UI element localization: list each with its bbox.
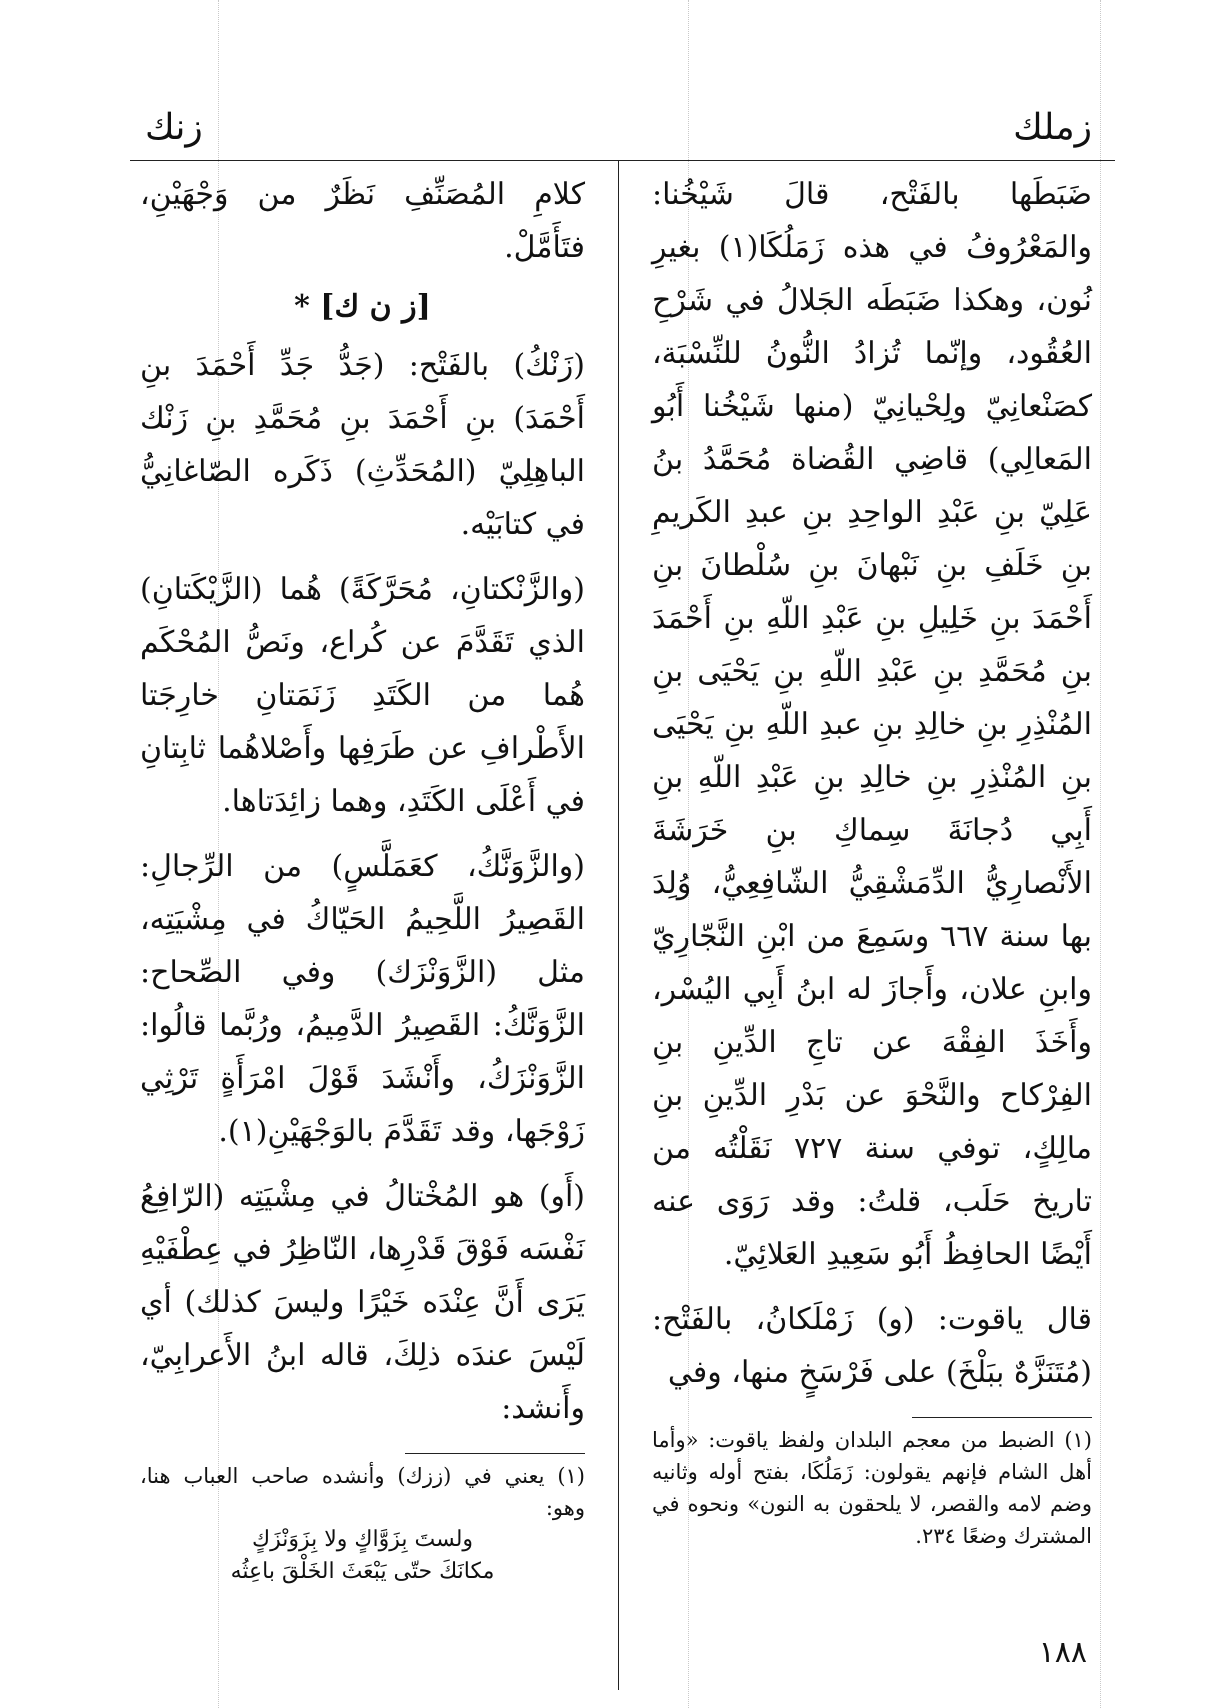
page-number: ١٨٨	[1038, 1635, 1087, 1670]
body-paragraph: قال ياقوت: (و) زَمْلَكانُ، بالفَتْح: (مُتَنَزَّهٌ ببَلْخَ) على فَرْسَخٍ منها، وفي	[652, 1302, 1092, 1390]
scan-dotted-line	[1100, 0, 1101, 1708]
intro-line: كلامِ المُصَنِّفِ نَظَرٌ من وَجْهَيْنِ، فتَأَمَّلْ.	[140, 177, 585, 265]
footnote-rule	[912, 1417, 1092, 1418]
footnote: (١) الضبط من معجم البلدان ولفظ ياقوت: «وأما أهل الشام فإنهم يقولون: زَمَلُكَا، بفتح أوله وثانيه وضم لامه والقصر، لا يلحقون به النون» ونحوه في المشترك وضعًا ٢٣٤.	[652, 1428, 1092, 1548]
body-paragraph: (والزَّوَنَّكُ، كعَمَلَّسٍ) من الرِّجالِ: القَصِيرُ اللَّحِيمُ الحَيّاكُ في مِشْيَتِه، مثل (الزَّوَنْزَك) وفي الصِّحاح: الزَّوَنَّكُ: القَصِيرُ الدَّمِيمُ، ورُبَّما قالُوا: الزَّوَنْزَكُ، وأَنْشَدَ قَوْلَ امْرَأَةٍ تَرْثِي زَوْجَها، وقد تَقَدَّمَ بالوَجْهَيْنِ(١).	[140, 849, 585, 1149]
verse-line: مكانَكَ حتّى يَبْعَثَ الخَلْقَ باعِثُه	[230, 1559, 495, 1584]
header-rule	[130, 160, 1115, 161]
left-column	[140, 168, 585, 1588]
body-paragraph: (زَنْكُ) بالفَتْح: (جَدُّ جَدِّ أَحْمَدَ بنِ أَحْمَدَ) بنِ أَحْمَدَ بنِ مُحَمَّدِ بنِ زَنْك الباهِلِيّ (المُحَدِّثِ) ذَكَره الصّاغانِيُّ في كتابَيْه.	[140, 348, 585, 542]
body-paragraph: (والزَّنْكتانِ، مُحَرَّكَةً) هُما (الزَّيْكَتانِ) الذي تَقَدَّمَ عن كُراع، ونَصُّ المُحْكَم هُما من الكَتَدِ زَنَمَتانِ خارِجَتا الأَطْرافِ عن طَرَفِها وأَصْلاهُما ثابِتانِ في أَعْلَى الكَتَدِ، وهما زائِدَتاها.	[140, 572, 585, 819]
running-header-right: زملك	[1013, 107, 1092, 148]
body-paragraph: ضَبَطَها بالفَتْح، قالَ شَيْخُنا: والمَعْرُوفُ في هذه زَمَلُكَا(١) بغيرِ نُون، وهكذا ضَبَطَه الجَلالُ في شَرْحِ العُقُود، وإنّما تُزادُ النُّونُ للنِّسْبَة، كصَنْعانِيّ ولِحْيانِيّ (منها شَيْخُنا أَبُو المَعالِي) قاضِي القُضاة مُحَمَّدُ بنُ عَلِيّ بنِ عَبْدِ الواحِدِ بنِ عبدِ الكَريمِ بنِ خَلَفِ بنِ نَبْهانَ بنِ سُلْطانَ بنِ أَحْمَدَ بنِ خَلِيلِ بنِ عَبْدِ اللّهِ بنِ أَحْمَدَ بنِ مُحَمَّدِ بنِ عَبْدِ اللّهِ بنِ يَحْيَى بنِ المُنْذِرِ بنِ خالِدِ بنِ عبدِ اللّهِ بنِ يَحْيَى بنِ المُنْذِرِ بنِ خالِدِ بنِ عَبْدِ اللّهِ بنِ أَبِي دُجانَةَ سِماكِ بنِ خَرَشَةَ الأَنْصارِيُّ الدِّمَشْقِيُّ الشّافِعِيُّ، وُلِدَ بها سنة ٦٦٧ وسَمِعَ من ابْنِ النَّجّارِيّ وابنِ علان، وأَجازَ له ابنُ أَبِي اليُسْر، وأَخَذَ الفِقْهَ عن تاجِ الدِّينِ بنِ الفِرْكاح والنَّحْوَ عن بَدْرِ الدِّينِ بنِ مالِكٍ، توفي سنة ٧٢٧ نَقَلْتُه من تاريخ حَلَب، قلتُ: وقد رَوَى عنه أَيْضًا الحافِظُ أَبُو سَعِيدِ العَلائِيّ.	[652, 177, 1092, 1272]
running-header-left: زنك	[145, 107, 203, 148]
right-column	[652, 168, 1092, 1552]
footnote-rule	[405, 1453, 585, 1454]
column-divider	[618, 160, 619, 1690]
entry-heading: [ز ن ك] *	[294, 289, 431, 324]
footnote: (١) يعني في (ززك) وأنشده صاحب العباب هنا، وهو:	[140, 1464, 585, 1520]
verse-line: ولستَ بِزَوَّاكٍ ولا بِزَوَنْزَكٍ	[251, 1527, 474, 1552]
body-paragraph: (أَو) هو المُخْتالُ في مِشْيَتِه (الرّافِعُ نَفْسَه فَوْقَ قَدْرِها، النّاظِرُ في عِطْفَيْهِ يَرَى أَنَّ عِنْدَه خَيْرًا وليسَ كذلك) أي لَيْسَ عندَه ذلِكَ، قاله ابنُ الأَعرابِيّ، وأَنشد:	[140, 1179, 585, 1426]
